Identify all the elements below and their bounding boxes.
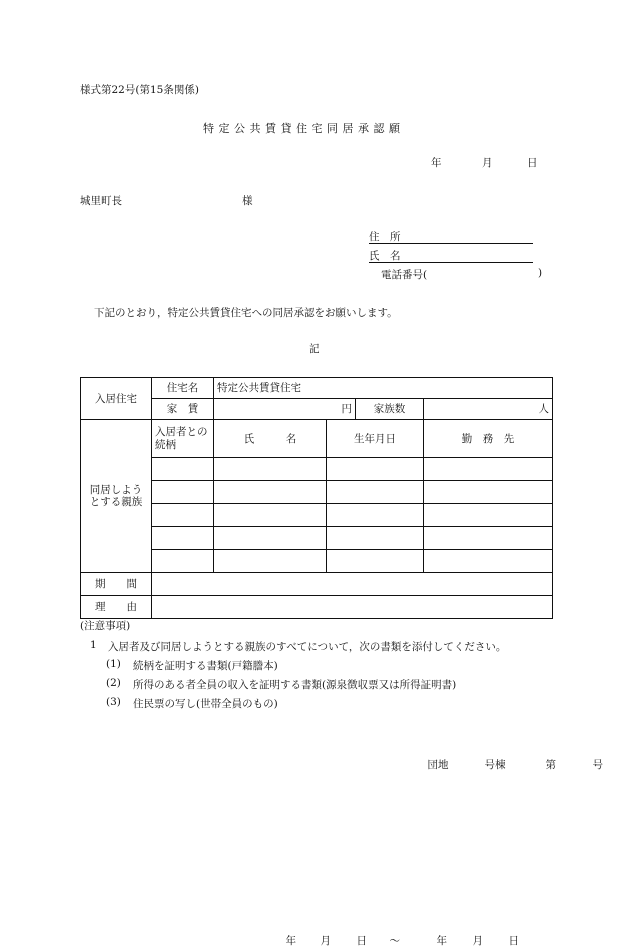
name-cell[interactable] bbox=[214, 550, 327, 573]
person-unit: 人 bbox=[538, 403, 549, 415]
work-cell[interactable] bbox=[424, 458, 553, 481]
cohab-row bbox=[81, 550, 553, 573]
relation-cell[interactable] bbox=[152, 458, 214, 481]
period-cell[interactable]: 年 月 日 ～ 年 月 日 bbox=[152, 573, 553, 596]
period-row bbox=[81, 573, 553, 596]
birth-cell[interactable] bbox=[327, 527, 424, 550]
relation-cell[interactable] bbox=[152, 550, 214, 573]
rent-row bbox=[81, 399, 553, 420]
reason-row bbox=[81, 596, 553, 619]
family-count-cell[interactable] bbox=[424, 399, 553, 420]
relation-cell[interactable] bbox=[152, 504, 214, 527]
name-cell[interactable] bbox=[214, 527, 327, 550]
notes-item-1-number: 1 bbox=[90, 639, 97, 651]
name-cell[interactable] bbox=[214, 504, 327, 527]
work-cell[interactable] bbox=[424, 550, 553, 573]
applicant-address-label: 住 所 bbox=[369, 231, 401, 243]
yen-unit: 円 bbox=[341, 403, 352, 415]
reason-cell[interactable] bbox=[152, 596, 553, 619]
notes-sub-item: 続柄を証明する書類(戸籍謄本) bbox=[133, 660, 278, 672]
family-count-label: 家族数 bbox=[356, 399, 424, 420]
applicant-name-field[interactable] bbox=[369, 248, 533, 263]
notes-item-1: 入居者及び同居しようとする親族のすべてについて，次の書類を添付してください。 bbox=[108, 641, 507, 653]
housing-name-row bbox=[81, 378, 553, 399]
birth-cell[interactable] bbox=[327, 458, 424, 481]
work-cell[interactable] bbox=[424, 527, 553, 550]
date-year-label: 年 bbox=[431, 157, 442, 169]
name-cell[interactable] bbox=[214, 458, 327, 481]
relation-cell[interactable] bbox=[152, 527, 214, 550]
notes-heading: (注意事項) bbox=[80, 620, 131, 632]
housing-name-value: 特定公共賃貸住宅 bbox=[217, 382, 301, 394]
ki-heading: 記 bbox=[309, 343, 320, 355]
addressee-name: 城里町長 bbox=[80, 195, 122, 207]
form-number: 様式第22号(第15条関係) bbox=[80, 84, 199, 96]
name-header: 氏 名 bbox=[214, 420, 327, 458]
work-cell[interactable] bbox=[424, 504, 553, 527]
name-cell[interactable] bbox=[214, 481, 327, 504]
birth-header: 生年月日 bbox=[327, 420, 424, 458]
notes-sub-number: (1) bbox=[106, 658, 121, 670]
birth-cell[interactable] bbox=[327, 504, 424, 527]
applicant-phone-label: 電話番号( bbox=[381, 269, 428, 281]
resident-section-label: 入居住宅 bbox=[81, 378, 152, 420]
notes-sub-number: (2) bbox=[106, 677, 121, 689]
relation-header: 入居者との続柄 bbox=[152, 420, 214, 458]
notes-sub-item: 所得のある者全員の収入を証明する書類(源泉徴収票又は所得証明書) bbox=[133, 679, 457, 691]
notes-sub-item: 住民票の写し(世帯全員のもの) bbox=[133, 698, 278, 710]
relation-cell[interactable] bbox=[152, 481, 214, 504]
housing-name-cell[interactable]: 特定公共賃貸住宅 団地 号棟 第 号 bbox=[214, 378, 553, 399]
rent-label: 家 賃 bbox=[152, 399, 214, 420]
cohab-header-row bbox=[81, 420, 553, 458]
applicant-address-field[interactable] bbox=[369, 229, 533, 244]
housing-name-label: 住宅名 bbox=[152, 378, 214, 399]
work-header: 勤 務 先 bbox=[424, 420, 553, 458]
cohab-row bbox=[81, 481, 553, 504]
cohab-row bbox=[81, 458, 553, 481]
cohab-row bbox=[81, 527, 553, 550]
date-day-label: 日 bbox=[527, 157, 538, 169]
cohab-row bbox=[81, 504, 553, 527]
birth-cell[interactable] bbox=[327, 550, 424, 573]
rent-value-cell[interactable] bbox=[214, 399, 356, 420]
applicant-phone-close: ) bbox=[538, 267, 543, 279]
addressee-honorific: 様 bbox=[242, 195, 253, 207]
date-month-label: 月 bbox=[482, 157, 493, 169]
period-label: 期 間 bbox=[81, 573, 152, 596]
work-cell[interactable] bbox=[424, 481, 553, 504]
cohab-section-label: 同居しようとする親族 bbox=[81, 420, 152, 573]
birth-cell[interactable] bbox=[327, 481, 424, 504]
applicant-name-label: 氏 名 bbox=[369, 250, 401, 262]
reason-label: 理 由 bbox=[81, 596, 152, 619]
intro-text: 下記のとおり，特定公共賃貸住宅への同居承認をお願いします。 bbox=[94, 307, 398, 319]
page-title: 特定公共賃貸住宅同居承認願 bbox=[203, 122, 405, 135]
notes-sub-number: (3) bbox=[106, 696, 121, 708]
